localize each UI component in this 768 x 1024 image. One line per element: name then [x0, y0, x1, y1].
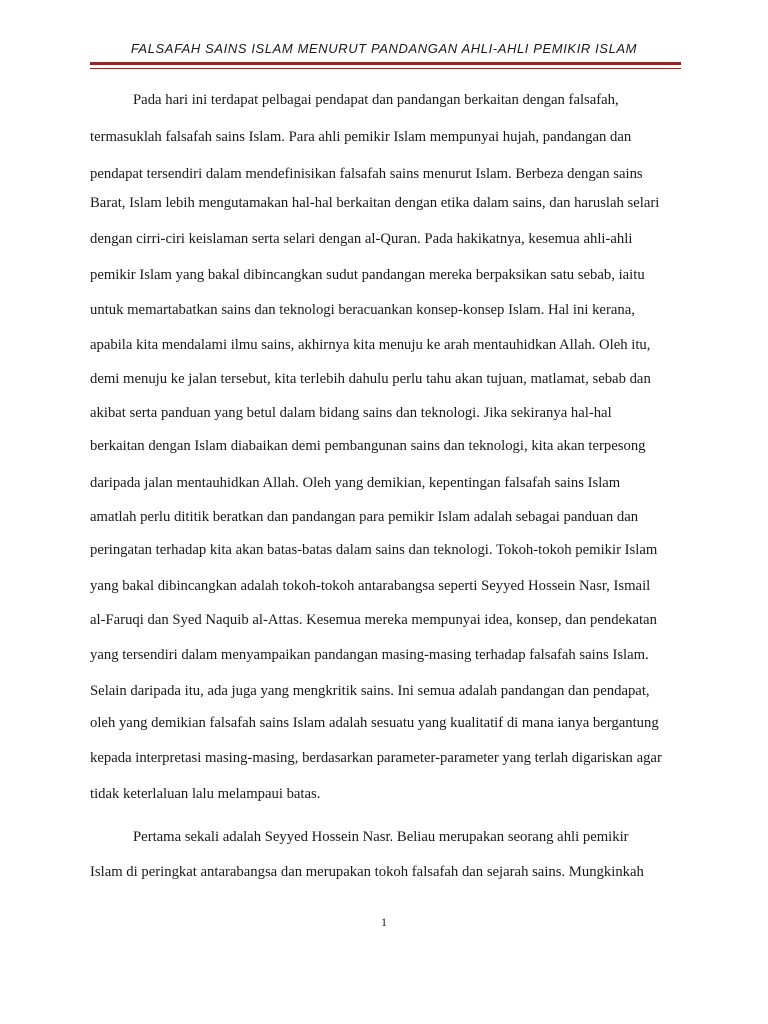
paragraph-1-line-13: amatlah perlu dititik beratkan dan pandangan para pemikir Islam adalah sebagai panduan dan	[90, 509, 639, 525]
paragraph-1-line-20: kepada interpretasi masing-masing, berdasarkan parameter-parameter yang terlah digariskan agar	[90, 750, 662, 766]
paragraph-1-line-12: daripada jalan mentauhidkan Allah. Oleh yang demikian, kepentingan falsafah sains Islam	[90, 475, 621, 491]
paragraph-1-line-9: demi menuju ke jalan tersebut, kita terlebih dahulu perlu tahu akan tujuan, matlamat, sebab dan	[90, 371, 651, 387]
header-rule-thick	[90, 62, 681, 65]
paragraph-1-line-7: untuk memartabatkan sains dan teknologi beracuankan konsep-konsep Islam. Hal ini kerana,	[90, 302, 635, 318]
paragraph-1-line-19: oleh yang demikian falsafah sains Islam adalah sesuatu yang kualitatif di mana ianya bergantung	[90, 715, 659, 731]
paragraph-1-line-10: akibat serta panduan yang betul dalam bidang sains dan teknologi. Jika sekiranya hal-hal	[90, 405, 612, 421]
paragraph-2-line-2: Islam di peringkat antarabangsa dan merupakan tokoh falsafah dan sejarah sains. Mungkinkah	[90, 864, 644, 880]
paragraph-1-line-16: al-Faruqi dan Syed Naquib al-Attas. Kesemua mereka mempunyai idea, konsep, dan pendekatan	[90, 612, 657, 628]
paragraph-1-line-6: pemikir Islam yang bakal dibincangkan sudut pandangan mereka berpaksikan satu sebab, iaitu	[90, 267, 645, 283]
paragraph-1-line-4: Barat, Islam lebih mengutamakan hal-hal berkaitan dengan etika dalam sains, dan haruslah selari	[90, 195, 660, 211]
page-number: 1	[381, 915, 387, 929]
paragraph-1-line-17: yang tersendiri dalam menyampaikan pandangan masing-masing terhadap falsafah sains Islam.	[90, 647, 649, 663]
paragraph-1-line-21: tidak keterlaluan lalu melampaui batas.	[90, 786, 321, 802]
paragraph-1-line-2: termasuklah falsafah sains Islam. Para ahli pemikir Islam mempunyai hujah, pandangan dan	[90, 129, 632, 145]
header-rule-thin	[90, 68, 681, 69]
paragraph-1-line-3: pendapat tersendiri dalam mendefinisikan falsafah sains menurut Islam. Berbeza dengan sains	[90, 166, 643, 182]
paragraph-1-line-5: dengan cirri-ciri keislaman serta selari dengan al-Quran. Pada hakikatnya, kesemua ahli-ahli	[90, 231, 633, 247]
running-header-title: FALSAFAH SAINS ISLAM MENURUT PANDANGAN AHLI-AHLI PEMIKIR ISLAM	[130, 41, 638, 56]
paragraph-2-line-1: Pertama sekali adalah Seyyed Hossein Nasr. Beliau merupakan seorang ahli pemikir	[133, 829, 629, 845]
paragraph-1-line-1: Pada hari ini terdapat pelbagai pendapat dan pandangan berkaitan dengan falsafah,	[133, 92, 619, 108]
paragraph-1-line-8: apabila kita mendalami ilmu sains, akhirnya kita menuju ke arah mentauhidkan Allah. Oleh itu,	[90, 337, 651, 353]
paragraph-1-line-11: berkaitan dengan Islam diabaikan demi pembangunan sains dan teknologi, kita akan terpesong	[90, 438, 646, 454]
paragraph-1-line-14: peringatan terhadap kita akan batas-batas dalam sains dan teknologi. Tokoh-tokoh pemikir Islam	[90, 542, 658, 558]
paragraph-1-line-18: Selain daripada itu, ada juga yang mengkritik sains. Ini semua adalah pandangan dan pendapat,	[90, 683, 650, 699]
paragraph-1-line-15: yang bakal dibincangkan adalah tokoh-tokoh antarabangsa seperti Seyyed Hossein Nasr, Ismail	[90, 578, 651, 594]
